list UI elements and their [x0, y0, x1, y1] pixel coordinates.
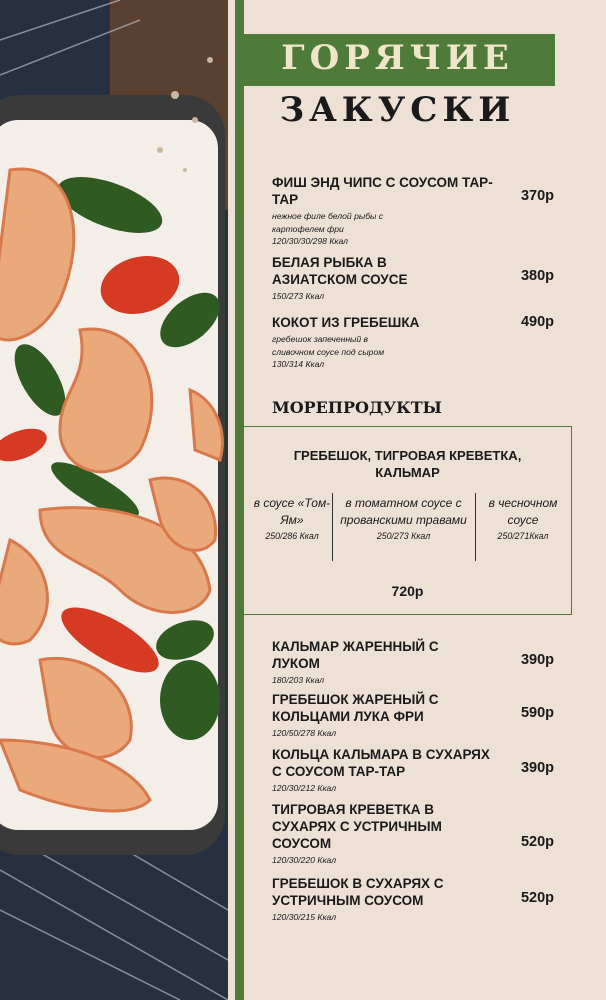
item-name: ГРЕБЕШОК ЖАРЕНЫЙ С КОЛЬЦАМИ ЛУКА ФРИ [272, 692, 439, 724]
item-name: КОКОТ ИЗ ГРЕБЕШКА [272, 315, 420, 330]
item-kcal: 120/30/215 Ккал [272, 912, 337, 922]
combo-price: 720р [391, 583, 424, 599]
item-name: ГРЕБЕШОК В СУХАРЯХ С УСТРИЧНЫМ СОУСОМ [272, 876, 444, 908]
combo-option-label: в томатном соусе с прованскими травами [340, 496, 467, 527]
combo-option-kcal: 250/286 Ккал [265, 531, 319, 541]
combo-option-kcal: 250/271Ккал [497, 531, 549, 541]
item-name: КАЛЬМАР ЖАРЕННЫЙ С ЛУКОМ [272, 639, 439, 671]
menu-item [272, 875, 562, 924]
menu-item [272, 254, 562, 303]
item-price: 390р [520, 652, 554, 668]
item-name: ТИГРОВАЯ КРЕВЕТКА В СУХАРЯХ С УСТРИЧНЫМ СОУСОМ [272, 802, 442, 851]
food-photo [0, 0, 228, 1000]
item-price: 390р [520, 760, 554, 776]
item-price: 520р [520, 834, 554, 850]
menu-item [272, 314, 562, 371]
combo-option-kcal: 250/273 Ккал [376, 531, 431, 541]
item-kcal: 150/273 Ккал [272, 291, 325, 301]
combo-option-label: в чесночном соусе [488, 496, 558, 527]
menu-item [272, 638, 562, 687]
item-description: нежное филе белой рыбы с картофелем фри [272, 211, 384, 234]
combo-divider [332, 493, 333, 561]
item-name: КОЛЬЦА КАЛЬМАРА В СУХАРЯХ С СОУСОМ ТАР-ТАР [272, 747, 490, 779]
item-price: 590р [520, 705, 554, 721]
item-kcal: 120/30/30/298 Ккал [272, 236, 348, 246]
combo-box [244, 426, 572, 615]
item-kcal: 120/30/212 Ккал [272, 783, 337, 793]
combo-option-label: в соусе «Том-Ям» [253, 496, 331, 527]
combo-option [252, 495, 332, 541]
menu-item [272, 801, 562, 867]
item-kcal: 180/203 Ккал [272, 675, 325, 685]
page-title-line1: ГОРЯЧИЕ [281, 38, 514, 78]
combo-option [336, 495, 471, 541]
item-name: БЕЛАЯ РЫБКА В АЗИАТСКОМ СОУСЕ [272, 255, 408, 287]
combo-option [479, 495, 567, 541]
section-title: МОРЕПРОДУКТЫ [272, 398, 442, 417]
item-price: 370р [520, 188, 554, 204]
menu-item [272, 174, 562, 248]
item-kcal: 120/50/278 Ккал [272, 728, 337, 738]
item-description: гребешок запеченный в сливочном соусе под сыром [272, 334, 385, 357]
menu-item [272, 746, 562, 795]
item-price: 490р [520, 314, 554, 330]
menu-item [272, 691, 562, 740]
page-title-line2: ЗАКУСКИ [279, 90, 516, 130]
item-price: 380р [520, 268, 554, 284]
item-price: 520р [520, 890, 554, 906]
item-kcal: 130/314 Ккал [272, 359, 325, 369]
item-name: ФИШ ЭНД ЧИПС С СОУСОМ ТАР-ТАР [272, 175, 493, 207]
vertical-divider-line [235, 0, 244, 1000]
combo-title: ГРЕБЕШОК, ТИГРОВАЯ КРЕВЕТКА, КАЛЬМАР [293, 448, 522, 480]
combo-divider [475, 493, 476, 561]
item-kcal: 120/30/220 Ккал [272, 855, 337, 865]
